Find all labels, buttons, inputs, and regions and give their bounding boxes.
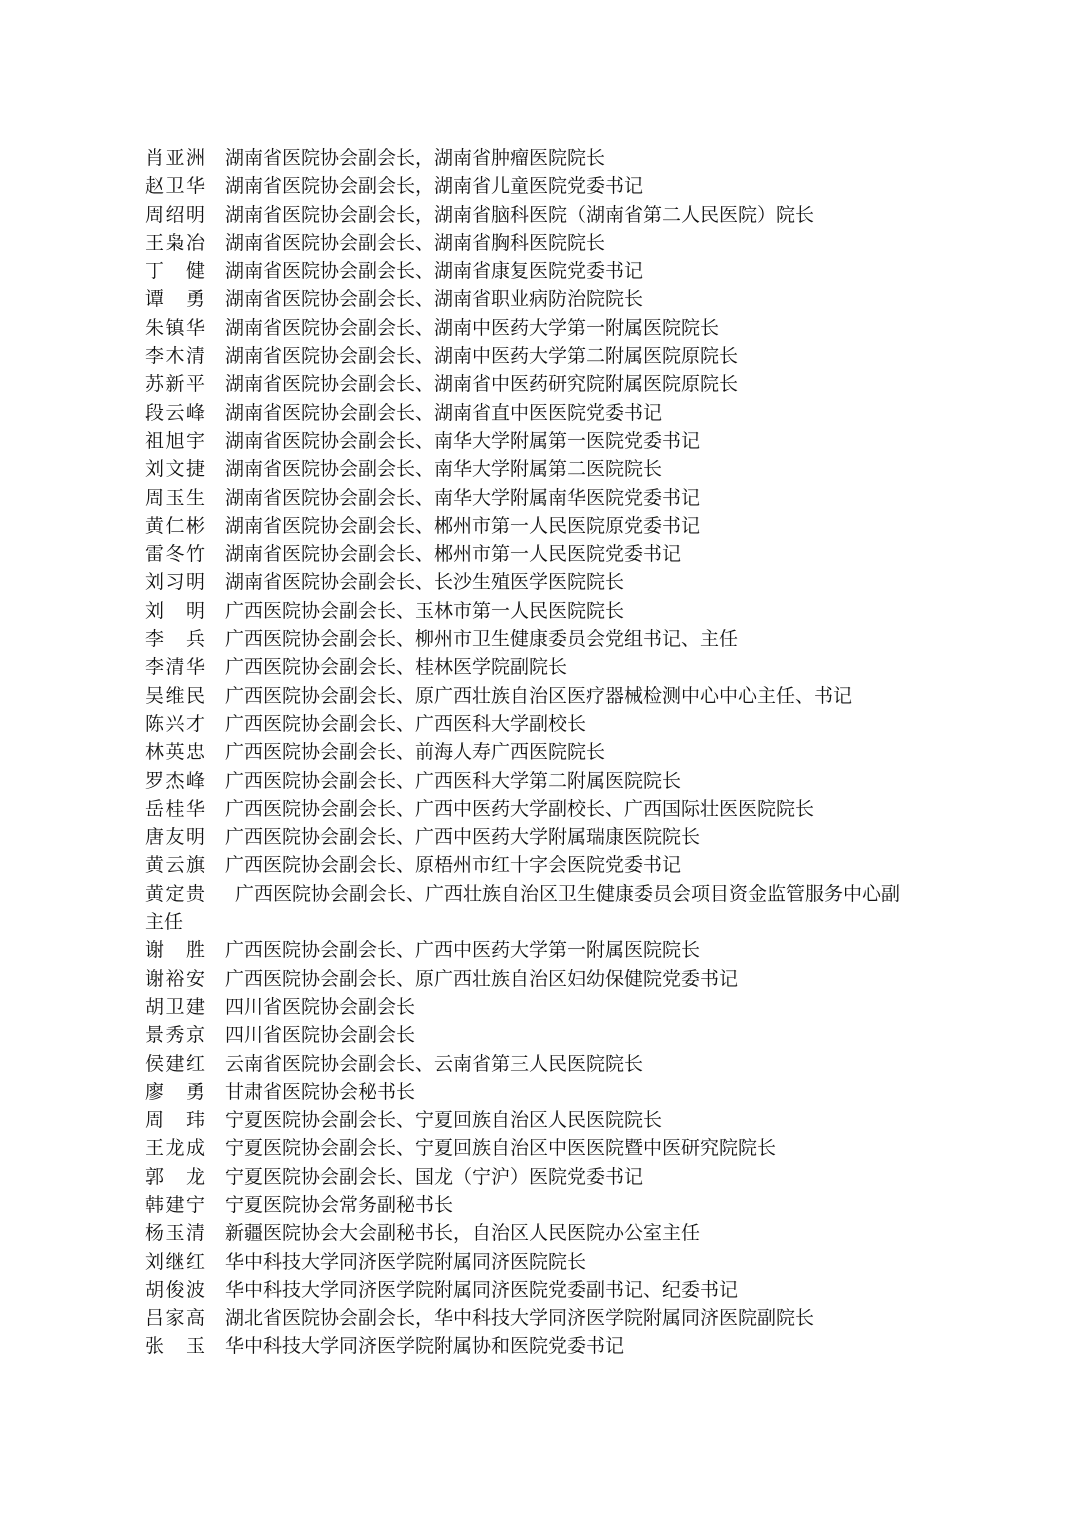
member-name: 王枭冶 xyxy=(145,231,205,254)
member-title: 新疆医院协会大会副秘书长，自治区人民医院办公室主任 xyxy=(225,1222,701,1245)
list-item xyxy=(145,285,945,313)
member-title: 广西医院协会副会长、原广西壮族自治区妇幼保健院党委书记 xyxy=(225,967,739,990)
member-title: 湖北省医院协会副会长，华中科技大学同济医学院附属同济医院副院长 xyxy=(225,1307,815,1330)
list-item xyxy=(145,993,945,1021)
member-name: 廖 勇 xyxy=(145,1080,205,1103)
member-title: 华中科技大学同济医学院附属同济医院院长 xyxy=(225,1250,587,1273)
member-name: 景秀京 xyxy=(145,1024,205,1047)
list-item xyxy=(145,257,945,285)
member-name: 雷冬竹 xyxy=(145,543,205,566)
member-name: 李清华 xyxy=(145,656,205,679)
member-title: 广西医院协会副会长、广西医科大学第二附属医院院长 xyxy=(225,769,682,792)
list-item xyxy=(145,1106,945,1134)
list-item xyxy=(145,1304,945,1332)
member-name: 周 玮 xyxy=(145,1109,205,1132)
list-item xyxy=(145,1248,945,1276)
list-item xyxy=(145,427,945,455)
list-item xyxy=(145,653,945,681)
member-name: 韩建宁 xyxy=(145,1193,205,1216)
member-name: 李木清 xyxy=(145,345,205,368)
member-title: 湖南省医院协会副会长，湖南省儿童医院党委书记 xyxy=(225,175,644,198)
list-item xyxy=(145,484,945,512)
member-name: 张 玉 xyxy=(145,1335,205,1358)
list-item xyxy=(145,625,945,653)
list-item xyxy=(145,455,945,483)
list-item xyxy=(145,880,945,937)
member-title: 湖南省医院协会副会长、湖南省胸科医院院长 xyxy=(225,231,606,254)
list-item xyxy=(145,201,945,229)
member-name: 胡卫建 xyxy=(145,995,205,1018)
list-item xyxy=(145,229,945,257)
member-name: 朱镇华 xyxy=(145,316,205,339)
list-item xyxy=(145,540,945,568)
list-item xyxy=(145,1276,945,1304)
list-item xyxy=(145,1163,945,1191)
member-title: 湖南省医院协会副会长、湖南省康复医院党委书记 xyxy=(225,260,644,283)
member-title: 湖南省医院协会副会长、郴州市第一人民医院党委书记 xyxy=(225,543,682,566)
list-item xyxy=(145,936,945,964)
member-name: 刘 明 xyxy=(145,599,205,622)
member-name: 祖旭宇 xyxy=(145,429,205,452)
member-title: 湖南省医院协会副会长，湖南省肿瘤医院院长 xyxy=(225,147,606,169)
member-title: 湖南省医院协会副会长、湖南省直中医医院党委书记 xyxy=(225,401,663,424)
member-name: 苏新平 xyxy=(145,373,205,396)
list-item xyxy=(145,795,945,823)
member-name: 陈兴才 xyxy=(145,712,205,735)
member-title: 广西医院协会副会长、广西中医药大学附属瑞康医院院长 xyxy=(225,826,701,849)
member-title: 湖南省医院协会副会长、湖南省职业病防治院院长 xyxy=(225,288,644,311)
member-title: 湖南省医院协会副会长、郴州市第一人民医院原党委书记 xyxy=(225,514,701,537)
member-name: 刘习明 xyxy=(145,571,205,594)
member-name: 黄云旗 xyxy=(145,854,205,877)
member-title: 湖南省医院协会副会长、南华大学附属南华医院党委书记 xyxy=(225,486,701,509)
list-item xyxy=(145,965,945,993)
member-title: 广西医院协会副会长、原梧州市红十字会医院党委书记 xyxy=(225,854,682,877)
member-name: 刘文捷 xyxy=(145,458,205,481)
list-item xyxy=(145,738,945,766)
member-title: 四川省医院协会副会长 xyxy=(225,1024,416,1047)
member-name: 刘继红 xyxy=(145,1250,205,1273)
member-title: 广西医院协会副会长、广西壮族自治区卫生健康委员会项目资金监管服务中心副 xyxy=(235,882,901,905)
member-name: 李 兵 xyxy=(145,628,205,651)
list-item xyxy=(145,568,945,596)
list-item xyxy=(145,710,945,738)
member-name: 唐友明 xyxy=(145,826,205,849)
member-title: 湖南省医院协会副会长、湖南中医药大学第二附属医院原院长 xyxy=(225,345,739,368)
member-title: 宁夏医院协会副会长、宁夏回族自治区人民医院院长 xyxy=(225,1109,663,1132)
member-name: 王龙成 xyxy=(145,1137,205,1160)
member-title-continuation: 主任 xyxy=(145,911,184,934)
member-title: 广西医院协会副会长、广西中医药大学第一附属医院院长 xyxy=(225,939,701,962)
member-name: 周绍明 xyxy=(145,203,205,226)
list-item xyxy=(145,1191,945,1219)
member-name: 吴维民 xyxy=(145,684,205,707)
member-name: 郭 龙 xyxy=(145,1165,205,1188)
member-title: 甘肃省医院协会秘书长 xyxy=(225,1080,416,1103)
member-title: 湖南省医院协会副会长、南华大学附属第一医院党委书记 xyxy=(225,429,701,452)
member-title: 宁夏医院协会常务副秘书长 xyxy=(225,1193,454,1216)
list-item xyxy=(145,370,945,398)
member-title: 宁夏医院协会副会长、国龙（宁沪）医院党委书记 xyxy=(225,1165,644,1188)
list-item xyxy=(145,823,945,851)
member-title: 四川省医院协会副会长 xyxy=(225,995,416,1018)
list-item xyxy=(145,1134,945,1162)
member-title: 云南省医院协会副会长、云南省第三人民医院院长 xyxy=(225,1052,644,1075)
member-name: 杨玉清 xyxy=(145,1222,205,1245)
list-item xyxy=(145,342,945,370)
list-item xyxy=(145,399,945,427)
member-name: 谢裕安 xyxy=(145,967,205,990)
list-item xyxy=(145,172,945,200)
member-name: 丁 健 xyxy=(145,260,205,283)
member-title: 广西医院协会副会长、前海人寿广西医院院长 xyxy=(225,741,606,764)
list-item xyxy=(145,1050,945,1078)
member-name: 林英忠 xyxy=(145,741,205,764)
list-item xyxy=(145,767,945,795)
member-name: 吕家高 xyxy=(145,1307,205,1330)
member-title: 湖南省医院协会副会长、南华大学附属第二医院院长 xyxy=(225,458,663,481)
member-title: 湖南省医院协会副会长、长沙生殖医学医院院长 xyxy=(225,571,625,594)
list-item xyxy=(145,314,945,342)
member-name: 周玉生 xyxy=(145,486,205,509)
member-name: 黄仁彬 xyxy=(145,514,205,537)
member-title: 广西医院协会副会长、原广西壮族自治区医疗器械检测中心中心主任、书记 xyxy=(225,684,853,707)
member-title: 广西医院协会副会长、柳州市卫生健康委员会党组书记、主任 xyxy=(225,628,739,651)
list-item xyxy=(145,597,945,625)
member-title: 湖南省医院协会副会长，湖南省脑科医院（湖南省第二人民医院）院长 xyxy=(225,203,815,226)
member-title: 宁夏医院协会副会长、宁夏回族自治区中医医院暨中医研究院院长 xyxy=(225,1137,777,1160)
member-name: 肖亚洲 xyxy=(145,147,205,169)
member-name: 赵卫华 xyxy=(145,175,205,198)
member-title: 广西医院协会副会长、广西医科大学副校长 xyxy=(225,712,587,735)
member-title: 华中科技大学同济医学院附属协和医院党委书记 xyxy=(225,1335,625,1358)
member-name: 谭 勇 xyxy=(145,288,205,311)
list-item xyxy=(145,1219,945,1247)
member-name: 黄定贵 xyxy=(145,882,205,905)
list-item xyxy=(145,851,945,879)
member-name: 岳桂华 xyxy=(145,797,205,820)
member-name: 胡俊波 xyxy=(145,1278,205,1301)
member-name: 段云峰 xyxy=(145,401,205,424)
member-title: 广西医院协会副会长、广西中医药大学副校长、广西国际壮医医院院长 xyxy=(225,797,815,820)
member-title: 广西医院协会副会长、玉林市第一人民医院院长 xyxy=(225,599,625,622)
member-name: 罗杰峰 xyxy=(145,769,205,792)
list-item xyxy=(145,682,945,710)
list-item xyxy=(145,1021,945,1049)
member-title: 广西医院协会副会长、桂林医学院副院长 xyxy=(225,656,568,679)
member-title: 华中科技大学同济医学院附属同济医院党委副书记、纪委书记 xyxy=(225,1278,739,1301)
member-name: 谢 胜 xyxy=(145,939,205,962)
list-item xyxy=(145,1078,945,1106)
list-item xyxy=(145,1332,945,1360)
list-item xyxy=(145,512,945,540)
member-title: 湖南省医院协会副会长、湖南中医药大学第一附属医院院长 xyxy=(225,316,720,339)
member-title: 湖南省医院协会副会长、湖南省中医药研究院附属医院原院长 xyxy=(225,373,739,396)
member-list xyxy=(145,144,945,1361)
member-name: 侯建红 xyxy=(145,1052,205,1075)
list-item xyxy=(145,144,945,172)
